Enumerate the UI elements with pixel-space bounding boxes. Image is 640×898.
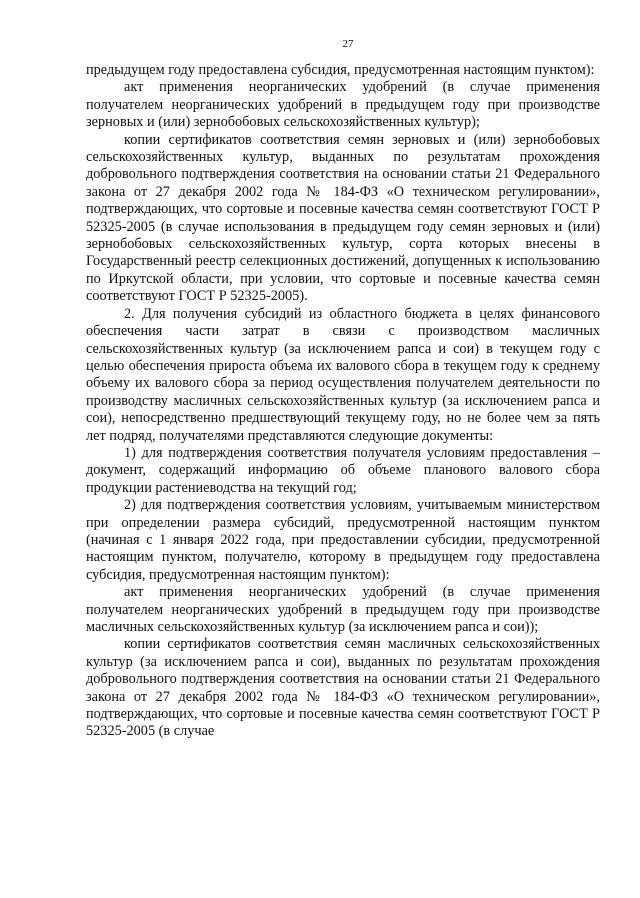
paragraph: акт применения неорганических удобрений (в случае применения получателем неорганических удобрений в предыдущем году при производстве масличных сельскохозяйственных культур (за исключением рапса и сои)); xyxy=(86,584,600,635)
paragraph: копии сертификатов соответствия семян масличных сельскохозяйственных культур (за исключением рапса и сои), выданных по результатам прохождения добровольного подтверждения соответствия на основании статьи 21 Федерального закона от 27 декабря 2002 года № 184-ФЗ «О техническом регулировании», подтверждающих, что сортовые и посевные качества семян соответствуют ГОСТ Р 52325-2005 (в случае xyxy=(86,636,600,740)
paragraph: 2. Для получения субсидий из областного бюджета в целях финансового обеспечения части затрат в связи с производством масличных сельскохозяйственных культур (за исключением рапса и сои) в текущем году с целью обеспечения прироста объема их валового сбора в текущем году к среднему объему их валового сбора за период осуществления получателем деятельности по производству масличных сельскохозяйственных культур (за исключением рапса и сои), непосредственно предшествующий текущему году, но не более чем за пять лет подряд, получателями представляются следующие документы: xyxy=(86,305,600,444)
page-number: 27 xyxy=(342,38,354,50)
paragraph: копии сертификатов соответствия семян зерновых и (или) зернобобовых сельскохозяйственных культур, выданных по результатам прохождения добровольного подтверждения соответствия на основании статьи 21 Федерального закона от 27 декабря 2002 года № 184-ФЗ «О техническом регулировании», подтверждающих, что сортовые и посевные качества семян соответствуют ГОСТ Р 52325-2005 (в случае использования в предыдущем году семян зерновых и (или) зернобобовых сельскохозяйственных культур, сорта которых внесены в Государственный реестр селекционных достижений, допущенных к использованию по Иркутской области, при условии, что сортовые и посевные качества семян соответствуют ГОСТ Р 52325-2005). xyxy=(86,131,600,305)
paragraph: 2) для подтверждения соответствия условиям, учитываемым министерством при определении размера субсидий, предусмотренной настоящим пунктом (начиная с 1 января 2022 года, при предоставлении субсидии, предусмотренной настоящим пунктом, получателю, которому в предыдущем году предоставлена субсидия, предусмотренная настоящим пунктом): xyxy=(86,497,600,583)
paragraph: акт применения неорганических удобрений (в случае применения получателем неорганических удобрений в предыдущем году при производстве зерновых и (или) зернобобовых сельскохозяйственных культур); xyxy=(86,79,600,131)
paragraph: предыдущем году предоставлена субсидия, предусмотренная настоящим пунктом): xyxy=(86,62,595,78)
document-body xyxy=(86,62,600,741)
paragraph: 1) для подтверждения соответствия получателя условиям предоставления – документ, содержащий информацию об объеме планового валового сбора продукции растениеводства на текущий год; xyxy=(86,444,600,496)
